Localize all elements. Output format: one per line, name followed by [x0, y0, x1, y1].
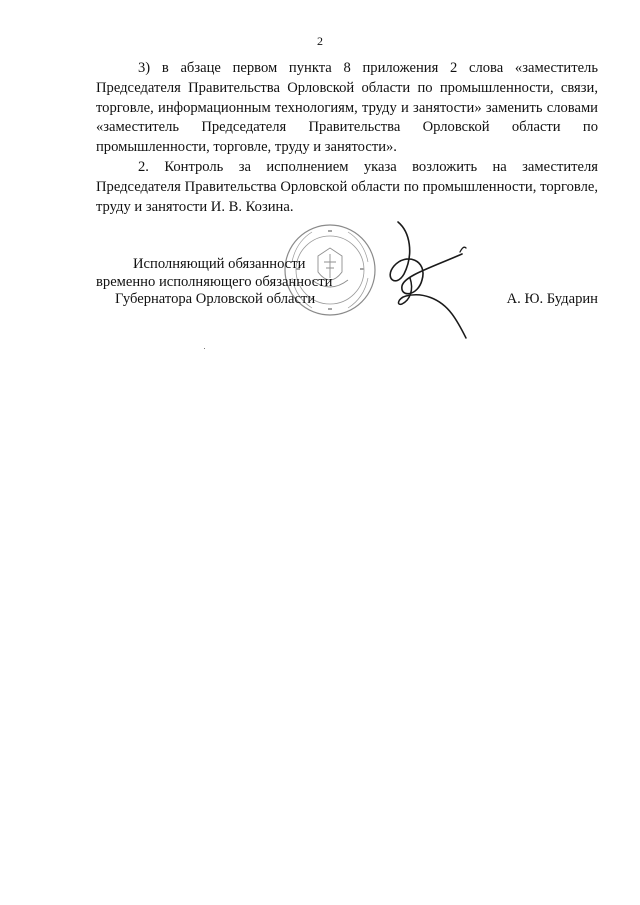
paragraph-control-clause: 2. Контроль за исполнением указа возложить на заместителя Председателя Правительства Орловской области по промышленности, торговле, труду и занятости И. В. Козина.: [96, 158, 598, 215]
signer-name: А. Ю. Бударин: [506, 291, 598, 307]
handwritten-signature-icon: [370, 218, 470, 342]
paragraph-item-3: 3) в абзаце первом пункта 8 приложения 2 слова «заместитель Председателя Правительства Орловской области по промышленности, связи, торговле, информационным технологиям, труду и занятости» заменить словами «заместитель Председателя Правительства Орловской области по промышленности, торговле, труду и занятости».: [96, 60, 598, 156]
signatory-position-line-2: временно исполняющего обязанности: [96, 274, 333, 290]
scan-speck: [204, 348, 205, 349]
signatory-position-line-1: Исполняющий обязанности: [133, 256, 306, 272]
page-number: 2: [317, 34, 323, 48]
signatory-position-line-3: Губернатора Орловской области: [115, 291, 316, 307]
